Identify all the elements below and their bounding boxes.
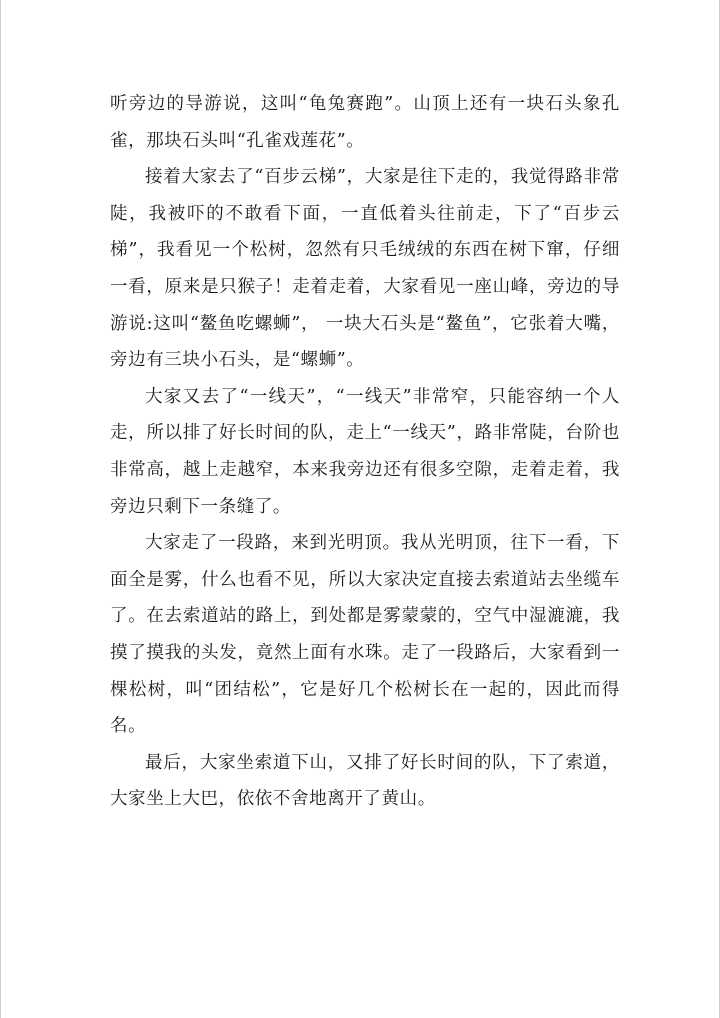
paragraph-4: 大家走了一段路，来到光明顶。我从光明顶，往下一看，下面全是雾，什么也看不见，所以大家决定直接去索道站去坐缆车了。在去索道站的路上，到处都是雾蒙蒙的，空气中湿漉漉，我摸了摸我的头发，竟然上面有水珠。走了一段路后，大家看到一棵松树，叫“团结松”，它是好几个松树长在一起的，因此而得名。 (110, 533, 620, 737)
paragraph-3: 大家又去了“一线天”，“一线天”非常窄，只能容纳一个人走，所以排了好长时间的队，走上“一线天”，路非常陡，台阶也非常高，越上走越窄，本来我旁边还有很多空隙，走着走着，我旁边只剩下一条缝了。 (110, 386, 620, 517)
paragraph-1: 听旁边的导游说，这叫“龟兔赛跑”。山顶上还有一块石头象孔雀，那块石头叫“孔雀戏莲花”。 (110, 94, 620, 151)
document-body (110, 86, 620, 818)
paragraph-2: 接着大家去了“百步云梯”，大家是往下走的，我觉得路非常陡，我被吓的不敢看下面，一直低着头往前走，下了“百步云梯”，我看见一个松树，忽然有只毛绒绒的东西在树下窜，仔细一看，原来是只猴子！走着走着，大家看见一座山峰，旁边的导游说:这叫“鳌鱼吃螺蛳”， 一块大石头是“鳌鱼”，它张着大嘴，旁边有三块小石头，是“螺蛳”。 (110, 167, 620, 371)
paragraph-5: 最后，大家坐索道下山，又排了好长时间的队，下了索道，大家坐上大巴，依依不舍地离开了黄山。 (110, 752, 620, 810)
